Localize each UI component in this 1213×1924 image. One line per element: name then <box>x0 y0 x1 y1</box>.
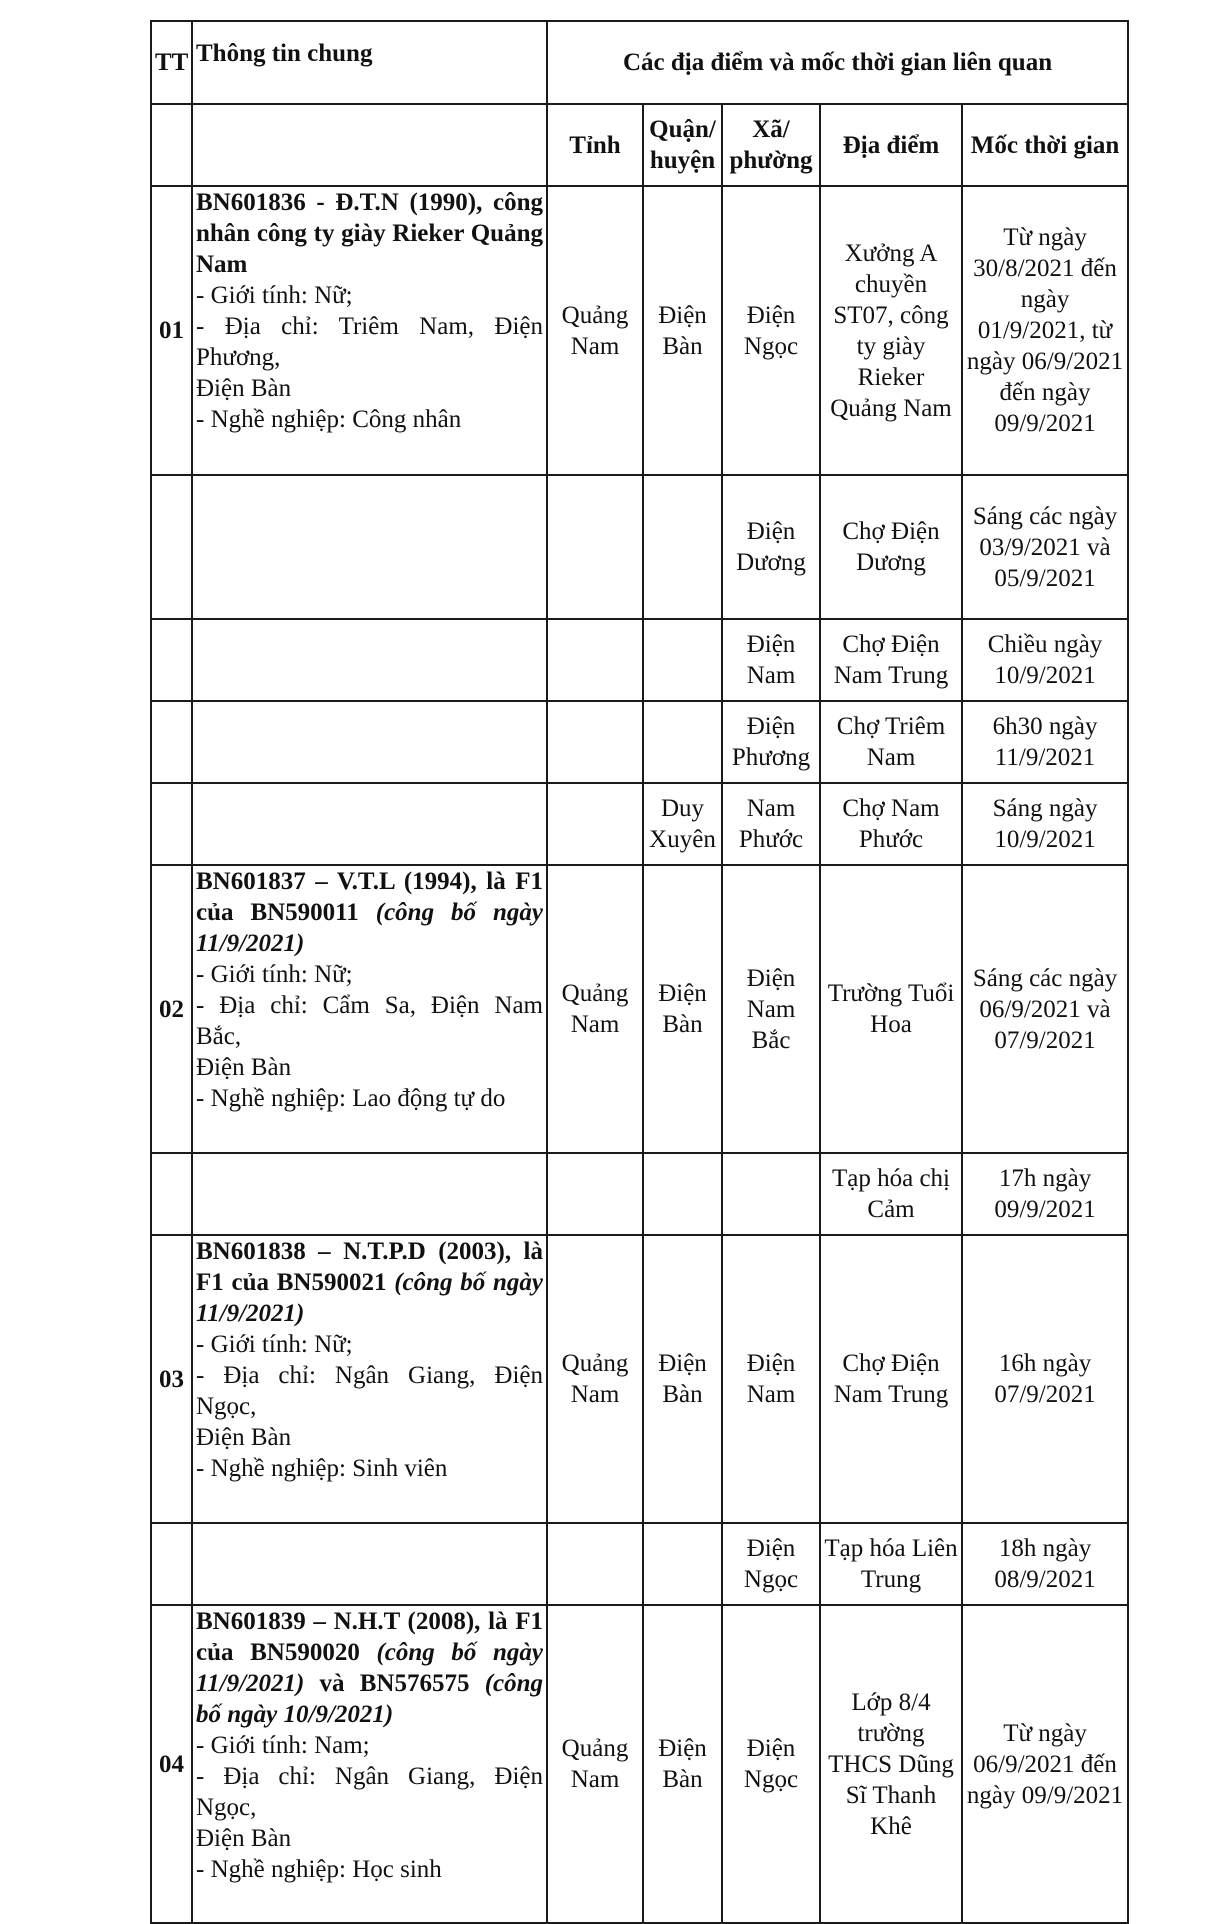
cell-province: Quảng Nam <box>547 186 643 475</box>
case-job: - Nghề nghiệp: Công nhân <box>196 406 462 433</box>
cell-ward: Điện Nam Bắc <box>722 865 820 1153</box>
cell-place: Chợ Điện Nam Trung <box>820 1235 962 1523</box>
cell-district: Điện Bàn <box>643 1235 722 1523</box>
cell-time: Từ ngày 06/9/2021 đến ngày 09/9/2021 <box>962 1605 1128 1923</box>
cell-empty <box>192 619 547 701</box>
cell-time: Sáng các ngày 03/9/2021 và 05/9/2021 <box>962 475 1128 619</box>
table-row <box>151 186 1128 475</box>
header-empty-tt <box>151 104 192 186</box>
cell-province <box>547 701 643 783</box>
cell-time: 17h ngày 09/9/2021 <box>962 1153 1128 1235</box>
case-gender: - Giới tính: Nam; <box>196 1732 370 1759</box>
case-title-main: BN601838 – N.T.P.D (2003), là F1 của BN590021 <box>196 1238 543 1296</box>
cell-ward: Điện Nam <box>722 1235 820 1523</box>
case-gender: - Giới tính: Nữ; <box>196 961 353 988</box>
table-row <box>151 1605 1128 1923</box>
cell-ward: Điện Ngọc <box>722 1605 820 1923</box>
cell-empty <box>151 1523 192 1605</box>
cell-empty <box>151 1153 192 1235</box>
case-title: BN601836 - Đ.T.N (1990), công nhân công ty giày Rieker Quảng Nam <box>196 189 543 278</box>
cell-province <box>547 475 643 619</box>
cell-empty <box>151 475 192 619</box>
cell-time: 18h ngày 08/9/2021 <box>962 1523 1128 1605</box>
cell-province <box>547 1153 643 1235</box>
cell-empty <box>192 475 547 619</box>
header-empty-info <box>192 104 547 186</box>
case-gender: - Giới tính: Nữ; <box>196 1331 353 1358</box>
cell-province: Quảng Nam <box>547 1605 643 1923</box>
cell-empty <box>192 1523 547 1605</box>
table-row <box>151 1153 1128 1235</box>
table-row <box>151 865 1128 1153</box>
cell-district: Duy Xuyên <box>643 783 722 865</box>
cell-time: Từ ngày 30/8/2021 đến ngày 01/9/2021, từ ngày 06/9/2021 đến ngày 09/9/2021 <box>962 186 1128 475</box>
cell-time: 16h ngày 07/9/2021 <box>962 1235 1128 1523</box>
case-number: 02 <box>151 865 192 1153</box>
table-row <box>151 1235 1128 1523</box>
cell-district <box>643 1153 722 1235</box>
case-title-mid: và BN576575 <box>319 1670 470 1697</box>
case-title-note: (công bố ngày 11/9/2021) <box>196 899 543 957</box>
cell-place: Lớp 8/4 trường THCS Dũng Sĩ Thanh Khê <box>820 1605 962 1923</box>
header-province: Tỉnh <box>547 104 643 186</box>
table-row <box>151 475 1128 619</box>
cell-empty <box>151 619 192 701</box>
case-gender: - Giới tính: Nữ; <box>196 282 353 309</box>
cell-province: Quảng Nam <box>547 1235 643 1523</box>
case-address-line2: Ngọc, <box>196 1794 257 1821</box>
cell-ward: Điện Dương <box>722 475 820 619</box>
case-title-main: BN601837 – V.T.L (1994), là F1 của BN590011 <box>196 868 543 926</box>
cell-district <box>643 701 722 783</box>
case-address-line1: - Địa chỉ: Cẩm Sa, Điện Nam <box>196 992 543 1019</box>
cell-ward: Điện Phương <box>722 701 820 783</box>
cell-time: Chiều ngày 10/9/2021 <box>962 619 1128 701</box>
case-address-line2: Ngọc, <box>196 1393 257 1420</box>
case-info <box>192 1235 547 1523</box>
cell-province <box>547 783 643 865</box>
cell-ward: Điện Ngọc <box>722 1523 820 1605</box>
case-title-note: (công bố ngày 11/9/2021) <box>196 1269 543 1327</box>
cell-district <box>643 619 722 701</box>
case-info <box>192 186 547 475</box>
cell-district <box>643 475 722 619</box>
cell-place: Chợ Nam Phước <box>820 783 962 865</box>
cell-place: Xưởng A chuyền ST07, công ty giày Rieker Quảng Nam <box>820 186 962 475</box>
cell-district: Điện Bàn <box>643 186 722 475</box>
case-number: 04 <box>151 1605 192 1923</box>
cell-district <box>643 1523 722 1605</box>
case-title-note: (công bố ngày 11/9/2021) <box>196 1639 543 1697</box>
header-ward: Xã/ phường <box>722 104 820 186</box>
header-time: Mốc thời gian <box>962 104 1128 186</box>
cell-province: Quảng Nam <box>547 865 643 1153</box>
cell-place: Tạp hóa Liên Trung <box>820 1523 962 1605</box>
cell-place: Chợ Điện Nam Trung <box>820 619 962 701</box>
case-title <box>196 1236 543 1329</box>
header-locations-title: Các địa điểm và mốc thời gian liên quan <box>547 21 1128 104</box>
table-row <box>151 783 1128 865</box>
cell-place: Chợ Triêm Nam <box>820 701 962 783</box>
case-address-line3: Điện Bàn <box>196 1424 292 1451</box>
header-row-2 <box>151 104 1128 186</box>
cell-empty <box>151 701 192 783</box>
cell-empty <box>192 783 547 865</box>
header-general-info: Thông tin chung <box>192 21 547 104</box>
case-number: 03 <box>151 1235 192 1523</box>
table-row <box>151 701 1128 783</box>
case-address-line2: Phương, <box>196 344 281 371</box>
cell-ward: Nam Phước <box>722 783 820 865</box>
header-place: Địa điểm <box>820 104 962 186</box>
table-row <box>151 619 1128 701</box>
case-address-line1: - Địa chỉ: Ngân Giang, Điện <box>196 1362 543 1389</box>
case-address-line3: Điện Bàn <box>196 1825 292 1852</box>
case-number: 01 <box>151 186 192 475</box>
cell-province <box>547 1523 643 1605</box>
case-info <box>192 1605 547 1923</box>
cell-district: Điện Bàn <box>643 865 722 1153</box>
case-address-line1: - Địa chỉ: Ngân Giang, Điện <box>196 1763 543 1790</box>
case-address-line1: - Địa chỉ: Triêm Nam, Điện <box>196 313 543 340</box>
case-job: - Nghề nghiệp: Lao động tự do <box>196 1085 506 1112</box>
case-table <box>150 20 1129 1924</box>
cell-district: Điện Bàn <box>643 1605 722 1923</box>
cell-empty <box>192 701 547 783</box>
table-row <box>151 1523 1128 1605</box>
cell-time: Sáng các ngày 06/9/2021 và 07/9/2021 <box>962 865 1128 1153</box>
cell-place: Trường Tuổi Hoa <box>820 865 962 1153</box>
case-address-line2: Bắc, <box>196 1023 242 1050</box>
cell-place: Tạp hóa chị Cảm <box>820 1153 962 1235</box>
case-address-line3: Điện Bàn <box>196 375 292 402</box>
cell-ward <box>722 1153 820 1235</box>
cell-ward: Điện Nam <box>722 619 820 701</box>
cell-time: 6h30 ngày 11/9/2021 <box>962 701 1128 783</box>
case-info <box>192 865 547 1153</box>
header-district: Quận/ huyện <box>643 104 722 186</box>
case-title <box>196 1606 543 1730</box>
header-row-1 <box>151 21 1128 104</box>
case-title-note2: (công bố ngày 10/9/2021) <box>196 1670 544 1728</box>
case-title <box>196 866 543 959</box>
case-job: - Nghề nghiệp: Học sinh <box>196 1856 442 1883</box>
cell-time: Sáng ngày 10/9/2021 <box>962 783 1128 865</box>
case-address-line3: Điện Bàn <box>196 1054 292 1081</box>
header-tt: TT <box>151 21 192 104</box>
cell-empty <box>151 783 192 865</box>
cell-ward: Điện Ngọc <box>722 186 820 475</box>
cell-empty <box>192 1153 547 1235</box>
case-job: - Nghề nghiệp: Sinh viên <box>196 1455 448 1482</box>
case-title-main: BN601839 – N.H.T (2008), là F1 của BN590020 <box>196 1608 543 1666</box>
cell-province <box>547 619 643 701</box>
cell-place: Chợ Điện Dương <box>820 475 962 619</box>
